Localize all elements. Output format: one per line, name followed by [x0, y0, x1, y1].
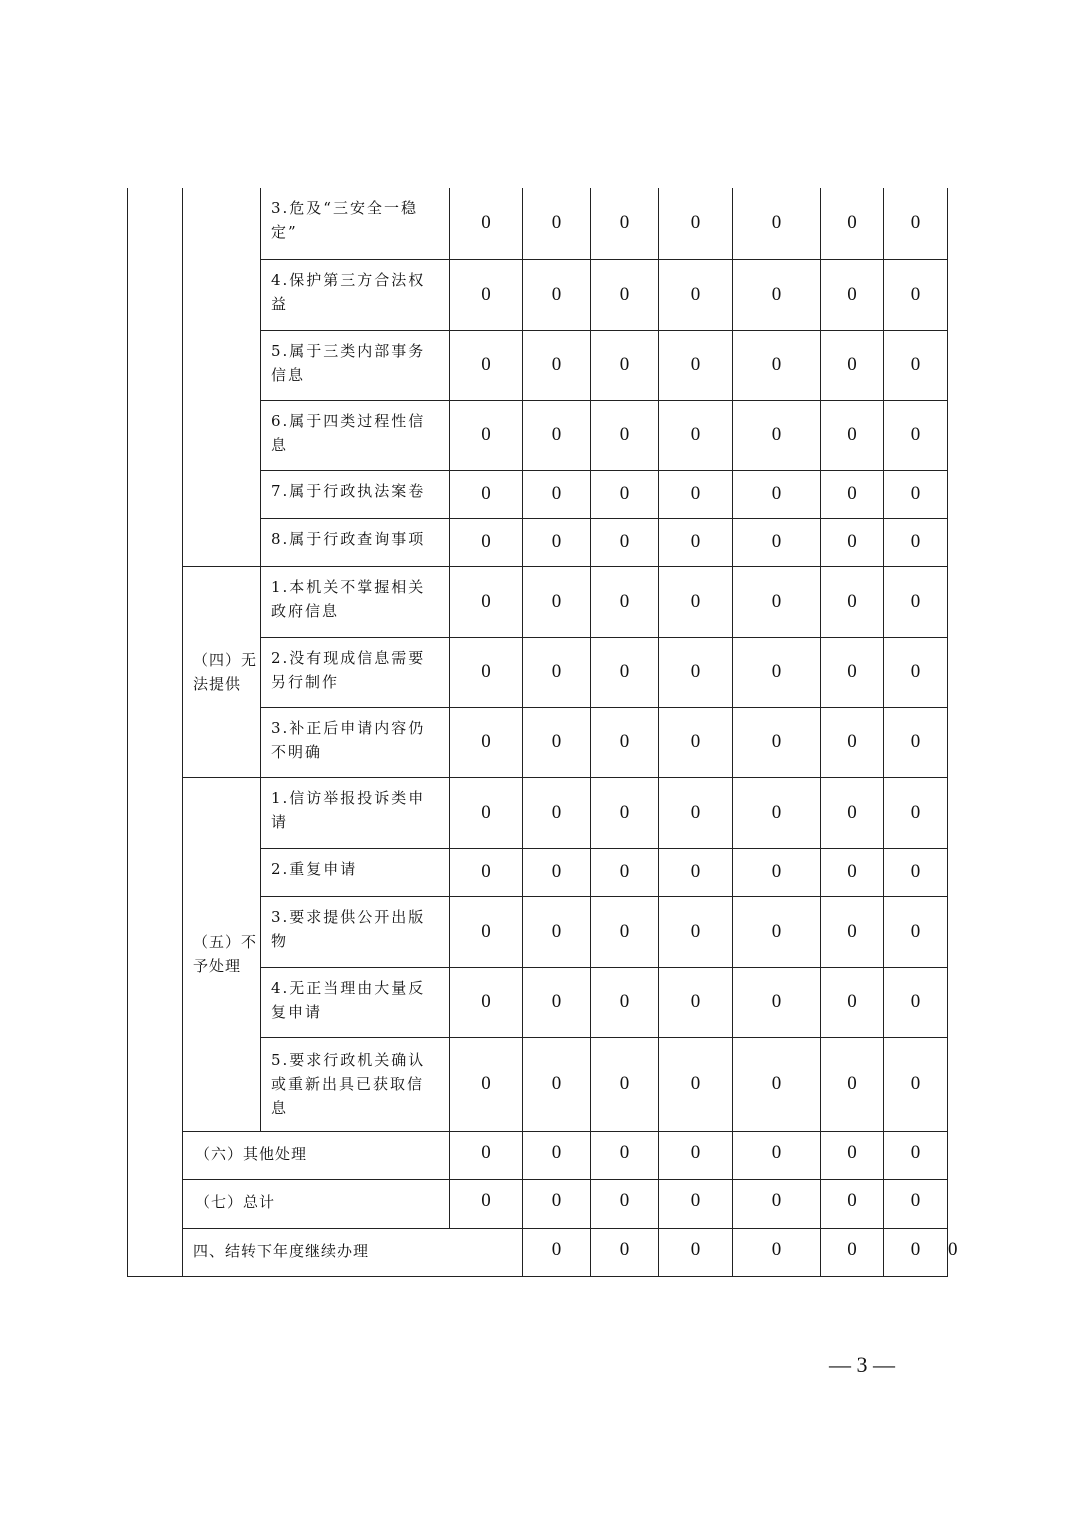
value-cell: 0	[821, 1179, 884, 1228]
value-cell: 0	[523, 1131, 591, 1179]
value-cell: 0	[659, 637, 733, 707]
value-cell: 0	[733, 1131, 821, 1179]
value-cell: 0	[884, 637, 948, 707]
value-cell: 0	[591, 707, 659, 777]
item-label: 5.属于三类内部事务信息	[261, 330, 450, 400]
table-row	[128, 1179, 948, 1228]
value-cell: 0	[884, 518, 948, 566]
value-cell: 0	[821, 518, 884, 566]
value-cell: 0	[884, 400, 948, 470]
total-label: （七）总计	[183, 1179, 450, 1228]
value-cell: 0	[591, 896, 659, 967]
value-cell: 0	[591, 566, 659, 637]
value-cell: 0	[591, 967, 659, 1037]
value-cell: 0	[450, 1037, 523, 1131]
value-cell: 0	[659, 566, 733, 637]
value-cell: 0	[821, 330, 884, 400]
item-label: 8.属于行政查询事项	[261, 518, 450, 566]
value-cell: 0	[884, 1179, 948, 1228]
value-cell: 0	[733, 1179, 821, 1228]
value-cell: 0	[821, 707, 884, 777]
item-label: 1.本机关不掌握相关政府信息	[261, 566, 450, 637]
value-cell: 0	[450, 259, 523, 330]
value-cell: 0	[591, 400, 659, 470]
value-cell: 0	[450, 707, 523, 777]
value-cell: 0	[821, 1228, 884, 1276]
value-cell: 0	[523, 470, 591, 518]
value-cell: 0	[659, 188, 733, 259]
statistics-table	[127, 188, 958, 1277]
value-cell: 0	[884, 848, 948, 896]
value-cell: 0	[821, 188, 884, 259]
value-cell: 0	[450, 1131, 523, 1179]
table-row	[128, 777, 948, 848]
item-label: 7.属于行政执法案卷	[261, 470, 450, 518]
value-cell: 0	[659, 470, 733, 518]
category-cell: （五）不予处理	[183, 777, 261, 1131]
value-cell: 0	[450, 188, 523, 259]
value-cell: 0	[733, 330, 821, 400]
value-cell: 0	[733, 566, 821, 637]
value-cell: 0	[523, 637, 591, 707]
value-cell: 0	[884, 1037, 948, 1131]
value-cell: 0	[659, 1179, 733, 1228]
value-cell: 0	[523, 1228, 591, 1276]
value-cell: 0	[884, 470, 948, 518]
value-cell: 0	[821, 967, 884, 1037]
value-cell: 0	[733, 518, 821, 566]
value-cell: 0	[450, 470, 523, 518]
value-cell: 0	[450, 848, 523, 896]
value-cell: 0	[733, 848, 821, 896]
value-cell: 0	[450, 1179, 523, 1228]
value-cell: 0	[884, 330, 948, 400]
value-cell: 0	[733, 967, 821, 1037]
value-cell: 0	[591, 188, 659, 259]
value-cell: 0	[821, 1037, 884, 1131]
item-label: 4.无正当理由大量反复申请	[261, 967, 450, 1037]
value-cell: 0	[659, 400, 733, 470]
item-label: 4.保护第三方合法权益	[261, 259, 450, 330]
value-cell: 0	[884, 1131, 948, 1179]
value-cell: 0	[591, 1228, 659, 1276]
value-cell: 0	[591, 330, 659, 400]
value-cell: 0	[659, 848, 733, 896]
item-label: 6.属于四类过程性信息	[261, 400, 450, 470]
value-cell: 0	[821, 566, 884, 637]
item-label: 2.重复申请	[261, 848, 450, 896]
item-label: 1.信访举报投诉类申请	[261, 777, 450, 848]
value-cell: 0	[591, 470, 659, 518]
value-cell: 0	[591, 637, 659, 707]
value-cell: 0	[821, 637, 884, 707]
value-cell: 0	[523, 848, 591, 896]
value-cell: 0	[733, 637, 821, 707]
value-cell: 0	[591, 1037, 659, 1131]
value-cell: 0	[450, 400, 523, 470]
value-cell: 0	[591, 518, 659, 566]
value-cell: 0	[733, 896, 821, 967]
value-cell: 0	[523, 1179, 591, 1228]
item-label: 3.危及“三安全一稳定”	[261, 188, 450, 259]
value-cell: 0	[821, 259, 884, 330]
value-cell: 0	[523, 330, 591, 400]
value-cell: 0	[884, 259, 948, 330]
value-cell: 0	[884, 566, 948, 637]
value-cell: 0	[591, 259, 659, 330]
value-cell: 0	[659, 518, 733, 566]
value-cell: 0	[659, 1037, 733, 1131]
value-cell: 0	[884, 188, 948, 259]
value-cell: 0	[450, 566, 523, 637]
value-cell: 0	[659, 1228, 733, 1276]
page-number: — 3 —	[829, 1352, 895, 1377]
value-cell: 0	[659, 330, 733, 400]
value-cell: 0	[659, 707, 733, 777]
value-cell: 0	[450, 967, 523, 1037]
table-row: 四、结转下年度继续办理 0 0 0 0 0 0 0	[128, 1228, 948, 1276]
value-cell: 0	[733, 777, 821, 848]
value-cell: 0	[591, 777, 659, 848]
value-cell: 0	[591, 1131, 659, 1179]
item-label: 3.要求提供公开出版物	[261, 896, 450, 967]
value-cell: 0	[659, 777, 733, 848]
value-cell: 0	[821, 1131, 884, 1179]
table-row	[128, 566, 948, 637]
section-side-cell	[128, 188, 183, 1276]
value-cell: 0	[733, 400, 821, 470]
value-cell: 0	[821, 470, 884, 518]
value-cell: 0	[733, 470, 821, 518]
value-cell: 0	[523, 896, 591, 967]
value-cell: 0	[659, 1131, 733, 1179]
value-cell: 0	[450, 330, 523, 400]
table-row	[128, 188, 948, 259]
value-cell: 0	[523, 1037, 591, 1131]
item-label: 5.要求行政机关确认或重新出具已获取信息	[261, 1037, 450, 1131]
value-cell: 0	[733, 707, 821, 777]
value-cell: 0	[659, 967, 733, 1037]
value-cell: 0	[523, 777, 591, 848]
carryover-label: 四、结转下年度继续办理	[183, 1228, 523, 1276]
value-cell: 0	[523, 566, 591, 637]
value-cell: 0	[450, 518, 523, 566]
value-cell: 0	[884, 777, 948, 848]
value-cell: 0	[821, 848, 884, 896]
value-cell: 0	[450, 777, 523, 848]
value-cell: 0	[884, 967, 948, 1037]
value-cell: 0	[733, 188, 821, 259]
value-cell: 0	[733, 259, 821, 330]
value-cell: 0	[884, 707, 948, 777]
value-cell: 0	[450, 896, 523, 967]
value-cell: 0	[523, 967, 591, 1037]
category-cell-continued	[183, 188, 261, 566]
value-cell: 0	[450, 637, 523, 707]
value-cell: 0	[523, 707, 591, 777]
other-label: （六）其他处理	[183, 1131, 450, 1179]
value-cell: 0	[591, 1179, 659, 1228]
value-cell: 0	[884, 1228, 948, 1276]
value-cell: 0	[733, 1037, 821, 1131]
value-cell: 0	[821, 777, 884, 848]
value-cell: 0	[523, 400, 591, 470]
value-cell: 0	[523, 188, 591, 259]
value-cell: 0	[523, 259, 591, 330]
item-label: 3.补正后申请内容仍不明确	[261, 707, 450, 777]
value-cell: 0	[591, 848, 659, 896]
table-row	[128, 1131, 948, 1179]
value-cell: 0	[821, 896, 884, 967]
item-label: 2.没有现成信息需要另行制作	[261, 637, 450, 707]
value-cell: 0	[659, 259, 733, 330]
value-cell: 0	[884, 896, 948, 967]
category-cell: （四）无法提供	[183, 566, 261, 777]
value-cell: 0	[523, 518, 591, 566]
value-cell: 0	[659, 896, 733, 967]
value-cell: 0	[821, 400, 884, 470]
value-cell: 0	[733, 1228, 821, 1276]
